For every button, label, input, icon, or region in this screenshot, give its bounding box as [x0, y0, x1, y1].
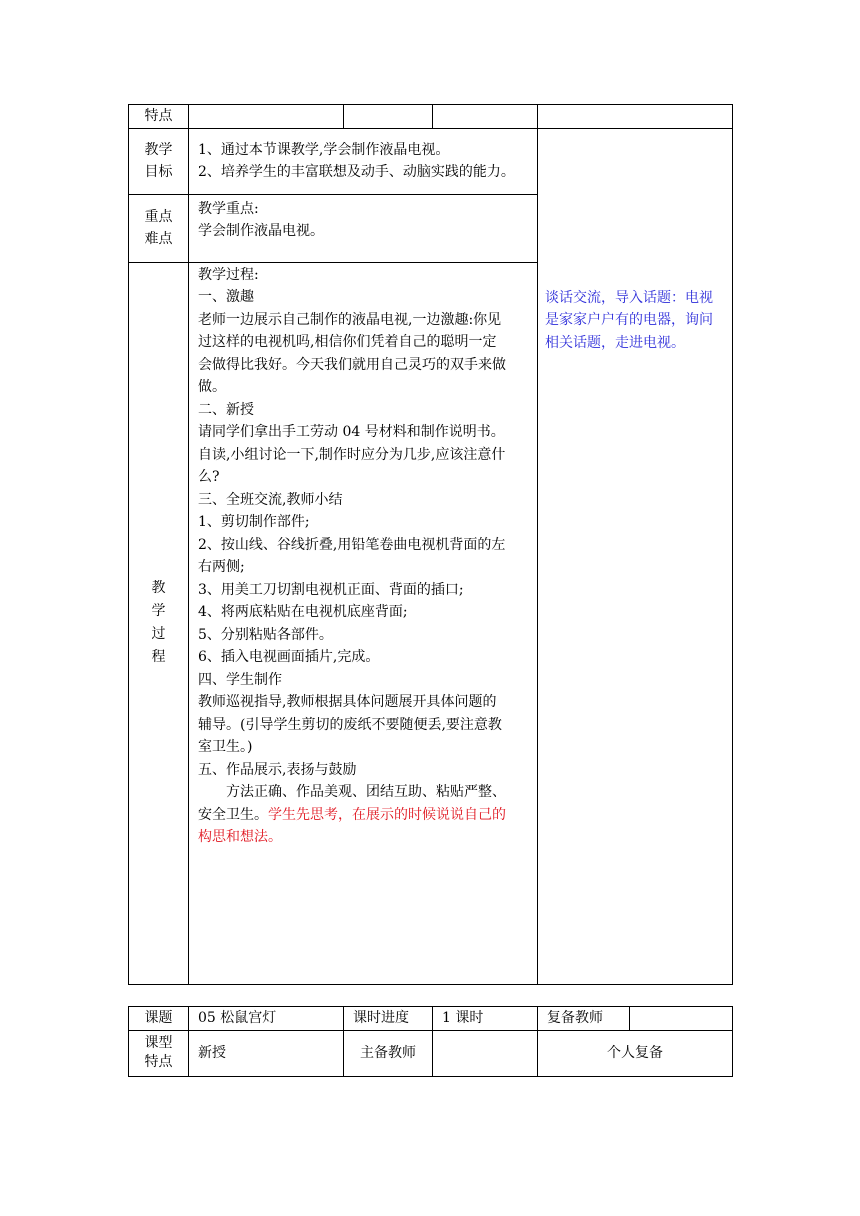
process-content	[189, 262, 538, 984]
row-goals	[129, 128, 733, 194]
side-note-cell	[538, 128, 733, 984]
key-points-content: 教学重点: 学会制作液晶电视。	[189, 194, 538, 262]
label-personal-review: 个人复备	[538, 1030, 733, 1076]
side-note-line: 相关话题，走进电视。	[545, 334, 685, 351]
label-lesson-type: 课型 特点	[129, 1030, 189, 1076]
label-process: 教 学 过 程	[129, 262, 189, 984]
label-goals: 教学 目标	[129, 128, 189, 194]
side-note-line: 是家家户户有的电器，询问	[545, 312, 713, 328]
next-lesson-table	[128, 1006, 733, 1077]
cell-empty-2	[344, 105, 433, 129]
process-line: 五、作品展示,表扬与鼓励	[198, 761, 357, 778]
process-line: 4、将两底粘贴在电视机底座背面;	[198, 604, 408, 620]
label-progress: 课时进度	[344, 1007, 433, 1031]
topic-value: 05 松鼠宫灯	[189, 1007, 344, 1031]
process-line-mixed: 安全卫生。学生先思考，在展示的时候说说自己的	[198, 806, 506, 823]
process-line: 做。	[198, 379, 226, 395]
review-teacher-value	[630, 1007, 733, 1031]
process-line: 自读,小组讨论一下,制作时应分为几步,应该注意什	[198, 446, 506, 463]
process-line: 过这样的电视机吗,相信你们凭着自己的聪明一定	[198, 334, 497, 350]
label-main-teacher: 主备教师	[344, 1030, 433, 1076]
process-line: 5、分别粘贴各部件。	[198, 626, 333, 643]
process-line: 一、激趣	[198, 289, 254, 305]
process-line: 辅导。(引导学生剪切的废纸不要随便丢,要注意教	[198, 716, 502, 733]
process-line: 方法正确、作品美观、团结互助、粘贴严整、	[226, 784, 506, 800]
process-line: 3、用美工刀切割电视机正面、背面的插口;	[198, 581, 464, 598]
process-line: 1、剪切制作部件;	[198, 514, 310, 530]
lesson-type-value: 新授	[189, 1030, 344, 1076]
label-key-points: 重点 难点	[129, 194, 189, 262]
highlight-text: 学生先思考，在展示的时候说说自己的	[268, 806, 506, 823]
progress-value: 1 课时	[433, 1007, 538, 1031]
main-teacher-value	[433, 1030, 538, 1076]
lesson-table	[128, 104, 733, 985]
process-line: 四、学生制作	[198, 671, 282, 688]
process-line: 么?	[198, 469, 220, 485]
process-line: 2、按山线、谷线折叠,用铅笔卷曲电视机背面的左	[198, 536, 506, 553]
cell-empty-1	[189, 105, 344, 129]
process-line: 教师巡视指导,教师根据具体问题展开具体问题的	[198, 694, 497, 710]
process-line: 二、新授	[198, 401, 254, 418]
row-features	[129, 105, 733, 129]
process-line: 三、全班交流,教师小结	[198, 491, 343, 508]
label-topic: 课题	[129, 1007, 189, 1031]
label-review-teacher: 复备教师	[538, 1007, 630, 1031]
process-line: 老师一边展示自己制作的液晶电视,一边激趣:你见	[198, 311, 502, 328]
highlight-text: 构思和想法。	[198, 829, 282, 845]
process-line: 会做得比我好。今天我们就用自己灵巧的双手来做	[198, 356, 506, 373]
label-features: 特点	[129, 105, 189, 129]
row-lesson-type	[129, 1030, 733, 1076]
cell-empty-3	[433, 105, 538, 129]
process-line: 请同学们拿出手工劳动 04 号材料和制作说明书。	[198, 424, 505, 440]
process-line: 右两侧;	[198, 559, 245, 575]
row-topic	[129, 1007, 733, 1031]
cell-empty-4	[538, 105, 733, 129]
goals-content: 1、通过本节课教学,学会制作液晶电视。 2、培养学生的丰富联想及动手、动脑实践的能力。	[189, 128, 538, 194]
process-line: 教学过程:	[198, 266, 259, 283]
side-note-line: 谈话交流，导入话题：电视	[545, 289, 713, 306]
process-line: 6、插入电视画面插片,完成。	[198, 649, 380, 665]
process-line: 室卫生。)	[198, 739, 253, 755]
